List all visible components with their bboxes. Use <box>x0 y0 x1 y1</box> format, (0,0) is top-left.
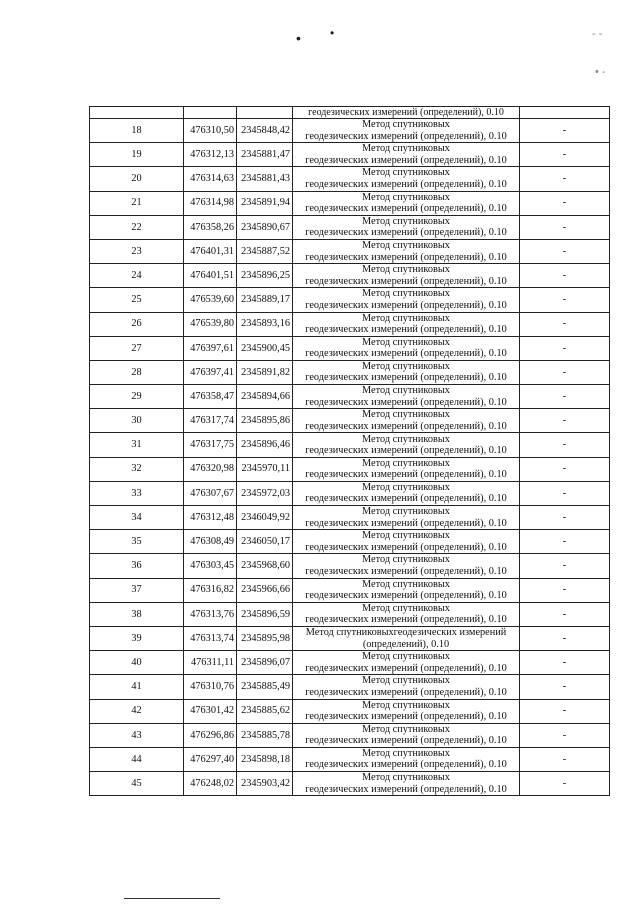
table-row <box>90 239 610 263</box>
method-cell <box>293 167 520 191</box>
method-line-1: Метод спутниковых <box>362 675 450 687</box>
extra-cell: - <box>520 167 610 191</box>
point-number-cell: 28 <box>90 360 184 384</box>
y-coordinate-cell <box>237 107 293 119</box>
point-number-cell <box>90 107 184 119</box>
footnote-separator <box>124 898 220 899</box>
table-row <box>90 433 610 457</box>
method-line-2: геодезических измерений (определений), 0.10 <box>305 396 507 408</box>
method-line-1: Метод спутниковых <box>362 457 450 469</box>
point-number-cell: 19 <box>90 143 184 167</box>
method-line-1: Метод спутниковых <box>362 699 450 711</box>
point-number-cell: 45 <box>90 772 184 796</box>
table-row <box>90 626 610 650</box>
y-coordinate-cell: 2346050,17 <box>237 530 293 554</box>
point-number-cell: 33 <box>90 481 184 505</box>
table-row <box>90 119 610 143</box>
y-coordinate-cell: 2345900,45 <box>237 336 293 360</box>
method-cell <box>293 772 520 796</box>
y-coordinate-cell: 2345881,47 <box>237 143 293 167</box>
extra-cell: - <box>520 239 610 263</box>
point-number-cell: 32 <box>90 457 184 481</box>
table-row <box>90 336 610 360</box>
method-line-2: геодезических измерений (определений), 0.10 <box>305 348 507 360</box>
x-coordinate-cell: 476313,76 <box>184 602 237 626</box>
table-row <box>90 191 610 215</box>
method-cell <box>293 651 520 675</box>
point-number-cell: 22 <box>90 215 184 239</box>
method-cell <box>293 385 520 409</box>
method-line-1: Метод спутниковых <box>362 530 450 542</box>
x-coordinate-cell: 476313,74 <box>184 626 237 650</box>
x-coordinate-cell: 476320,98 <box>184 457 237 481</box>
x-coordinate-cell: 476401,51 <box>184 264 237 288</box>
method-line-1: Метод спутниковых <box>362 191 450 203</box>
method-line-1: Метод спутниковых <box>362 747 450 759</box>
y-coordinate-cell: 2345881,43 <box>237 167 293 191</box>
x-coordinate-cell: 476358,47 <box>184 385 237 409</box>
extra-cell: - <box>520 215 610 239</box>
x-coordinate-cell: 476314,63 <box>184 167 237 191</box>
extra-cell: - <box>520 481 610 505</box>
y-coordinate-cell: 2345970,11 <box>237 457 293 481</box>
point-number-cell: 39 <box>90 626 184 650</box>
method-cell <box>293 409 520 433</box>
method-line-2: геодезических измерений (определений), 0.10 <box>305 227 507 239</box>
extra-cell: - <box>520 119 610 143</box>
method-line-2: геодезических измерений (определений), 0.10 <box>305 178 507 190</box>
x-coordinate-cell <box>184 107 237 119</box>
method-cell: геодезических измерений (определений), 0.10 <box>293 107 520 119</box>
method-cell <box>293 191 520 215</box>
x-coordinate-cell: 476301,42 <box>184 699 237 723</box>
scan-mark: • <box>330 26 335 40</box>
table-row <box>90 506 610 530</box>
y-coordinate-cell: 2345968,60 <box>237 554 293 578</box>
method-line-2: геодезических измерений (определений), 0.10 <box>305 614 507 626</box>
table-row <box>90 602 610 626</box>
method-cell <box>293 239 520 263</box>
table-row <box>90 457 610 481</box>
method-line-1: Метод спутниковых <box>362 481 450 493</box>
extra-cell: - <box>520 530 610 554</box>
y-coordinate-cell: 2345885,62 <box>237 699 293 723</box>
point-number-cell: 31 <box>90 433 184 457</box>
method-cell <box>293 312 520 336</box>
method-line-1: Метод спутниковых <box>362 409 450 421</box>
point-number-cell: 36 <box>90 554 184 578</box>
method-line-2: геодезических измерений (определений), 0.10 <box>305 299 507 311</box>
x-coordinate-cell: 476308,49 <box>184 530 237 554</box>
method-cell <box>293 215 520 239</box>
x-coordinate-cell: 476248,02 <box>184 772 237 796</box>
method-cell <box>293 360 520 384</box>
method-line-1: Метод спутниковых <box>362 336 450 348</box>
x-coordinate-cell: 476397,61 <box>184 336 237 360</box>
method-line-2: геодезических измерений (определений), 0.10 <box>305 493 507 505</box>
x-coordinate-cell: 476310,76 <box>184 675 237 699</box>
method-cell <box>293 143 520 167</box>
method-line-2: геодезических измерений (определений), 0.10 <box>305 251 507 263</box>
table-row <box>90 143 610 167</box>
x-coordinate-cell: 476314,98 <box>184 191 237 215</box>
point-number-cell: 41 <box>90 675 184 699</box>
method-line-1: Метод спутниковых <box>362 385 450 397</box>
y-coordinate-cell: 2345893,16 <box>237 312 293 336</box>
method-cell <box>293 457 520 481</box>
method-cell <box>293 336 520 360</box>
method-line-1: Метод спутниковыхгеодезических измерений <box>305 627 507 639</box>
x-coordinate-cell: 476317,75 <box>184 433 237 457</box>
y-coordinate-cell: 2345891,82 <box>237 360 293 384</box>
extra-cell: - <box>520 602 610 626</box>
method-line-2: геодезических измерений (определений), 0.10 <box>305 275 507 287</box>
extra-cell: - <box>520 457 610 481</box>
y-coordinate-cell: 2345887,52 <box>237 239 293 263</box>
x-coordinate-cell: 476316,82 <box>184 578 237 602</box>
scan-mark: • <box>296 30 301 46</box>
method-line-2: геодезических измерений (определений), 0.10 <box>305 324 507 336</box>
method-cell <box>293 554 520 578</box>
extra-cell: - <box>520 336 610 360</box>
y-coordinate-cell: 2345848,42 <box>237 119 293 143</box>
y-coordinate-cell: 2345894,66 <box>237 385 293 409</box>
x-coordinate-cell: 476311,11 <box>184 651 237 675</box>
method-line-2: геодезических измерений (определений), 0.10 <box>305 420 507 432</box>
x-coordinate-cell: 476296,86 <box>184 723 237 747</box>
extra-cell: - <box>520 747 610 771</box>
table-row <box>90 772 610 796</box>
table-row <box>90 481 610 505</box>
y-coordinate-cell: 2345896,46 <box>237 433 293 457</box>
point-number-cell: 27 <box>90 336 184 360</box>
extra-cell: - <box>520 288 610 312</box>
point-number-cell: 42 <box>90 699 184 723</box>
table-row <box>90 578 610 602</box>
method-cell <box>293 288 520 312</box>
coordinates-table-body <box>90 107 610 796</box>
table-row <box>90 167 610 191</box>
method-line-1: Метод спутниковых <box>362 288 450 300</box>
y-coordinate-cell: 2345889,17 <box>237 288 293 312</box>
method-cell <box>293 578 520 602</box>
method-line-1: Метод спутниковых <box>362 360 450 372</box>
y-coordinate-cell: 2345896,25 <box>237 264 293 288</box>
method-line-2: геодезических измерений (определений), 0.10 <box>305 759 507 771</box>
x-coordinate-cell: 476312,13 <box>184 143 237 167</box>
method-line-2: геодезических измерений (определений), 0.10 <box>305 203 507 215</box>
table-row <box>90 312 610 336</box>
x-coordinate-cell: 476317,74 <box>184 409 237 433</box>
method-line-2: геодезических измерений (определений), 0.10 <box>305 686 507 698</box>
table-row <box>90 699 610 723</box>
extra-cell: - <box>520 385 610 409</box>
method-line-2: геодезических измерений (определений), 0.10 <box>305 541 507 553</box>
point-number-cell: 18 <box>90 119 184 143</box>
method-cell <box>293 433 520 457</box>
method-line-1: Метод спутниковых <box>362 240 450 252</box>
method-line-1: Метод спутниковых <box>362 143 450 155</box>
method-cell <box>293 481 520 505</box>
method-line-2: геодезических измерений (определений), 0.10 <box>305 662 507 674</box>
x-coordinate-cell: 476310,50 <box>184 119 237 143</box>
method-line-1: Метод спутниковых <box>362 215 450 227</box>
table-row <box>90 385 610 409</box>
method-cell <box>293 264 520 288</box>
extra-cell: - <box>520 409 610 433</box>
method-line-1: Метод спутниковых <box>362 651 450 663</box>
table-row <box>90 651 610 675</box>
x-coordinate-cell: 476307,67 <box>184 481 237 505</box>
extra-cell: - <box>520 772 610 796</box>
x-coordinate-cell: 476303,45 <box>184 554 237 578</box>
point-number-cell: 43 <box>90 723 184 747</box>
extra-cell: - <box>520 554 610 578</box>
extra-cell: - <box>520 723 610 747</box>
table-row <box>90 360 610 384</box>
scan-mark: • - <box>595 66 606 78</box>
method-line-1: Метод спутниковых <box>362 264 450 276</box>
y-coordinate-cell: 2345885,49 <box>237 675 293 699</box>
point-number-cell: 25 <box>90 288 184 312</box>
method-line-1: Метод спутниковых <box>362 602 450 614</box>
method-cell <box>293 675 520 699</box>
method-cell <box>293 530 520 554</box>
y-coordinate-cell: 2345903,42 <box>237 772 293 796</box>
method-line-2: геодезических измерений (определений), 0.10 <box>305 445 507 457</box>
table-row <box>90 723 610 747</box>
extra-cell: - <box>520 651 610 675</box>
point-number-cell: 38 <box>90 602 184 626</box>
table-row <box>90 675 610 699</box>
point-number-cell: 24 <box>90 264 184 288</box>
table-row <box>90 747 610 771</box>
point-number-cell: 44 <box>90 747 184 771</box>
method-line-1: Метод спутниковых <box>362 312 450 324</box>
table-row <box>90 530 610 554</box>
y-coordinate-cell: 2345890,67 <box>237 215 293 239</box>
point-number-cell: 23 <box>90 239 184 263</box>
method-cell <box>293 699 520 723</box>
method-line-2: геодезических измерений (определений), 0.10 <box>305 372 507 384</box>
table-row-continued <box>90 107 610 119</box>
method-line-1: Метод спутниковых <box>362 119 450 131</box>
method-line-1: Метод спутниковых <box>362 433 450 445</box>
x-coordinate-cell: 476539,80 <box>184 312 237 336</box>
y-coordinate-cell: 2345896,07 <box>237 651 293 675</box>
method-line-1: Метод спутниковых <box>362 167 450 179</box>
method-line-2: геодезических измерений (определений), 0.10 <box>305 517 507 529</box>
extra-cell: - <box>520 626 610 650</box>
method-line-1: Метод спутниковых <box>362 554 450 566</box>
x-coordinate-cell: 476297,40 <box>184 747 237 771</box>
table-row <box>90 409 610 433</box>
method-cell <box>293 626 520 650</box>
method-cell <box>293 119 520 143</box>
extra-cell: - <box>520 143 610 167</box>
point-number-cell: 37 <box>90 578 184 602</box>
method-line-2: геодезических измерений (определений), 0.10 <box>305 154 507 166</box>
extra-cell: - <box>520 433 610 457</box>
y-coordinate-cell: 2345895,86 <box>237 409 293 433</box>
x-coordinate-cell: 476401,31 <box>184 239 237 263</box>
method-line-2: геодезических измерений (определений), 0.10 <box>305 130 507 142</box>
method-line-1: Метод спутниковых <box>362 723 450 735</box>
table-row <box>90 288 610 312</box>
table-row <box>90 215 610 239</box>
y-coordinate-cell: 2345895,98 <box>237 626 293 650</box>
x-coordinate-cell: 476312,48 <box>184 506 237 530</box>
y-coordinate-cell: 2345885,78 <box>237 723 293 747</box>
extra-cell: - <box>520 312 610 336</box>
extra-cell: - <box>520 506 610 530</box>
x-coordinate-cell: 476539,60 <box>184 288 237 312</box>
method-line-2: геодезических измерений (определений), 0.10 <box>305 469 507 481</box>
extra-cell: - <box>520 360 610 384</box>
extra-cell <box>520 107 610 119</box>
method-line-2: геодезических измерений (определений), 0.10 <box>305 783 507 795</box>
y-coordinate-cell: 2346049,92 <box>237 506 293 530</box>
method-line-2: геодезических измерений (определений), 0.10 <box>305 735 507 747</box>
extra-cell: - <box>520 699 610 723</box>
method-cell <box>293 506 520 530</box>
point-number-cell: 21 <box>90 191 184 215</box>
extra-cell: - <box>520 191 610 215</box>
method-line-2: геодезических измерений (определений), 0.10 <box>305 711 507 723</box>
coordinates-table <box>89 106 610 796</box>
point-number-cell: 20 <box>90 167 184 191</box>
point-number-cell: 35 <box>90 530 184 554</box>
point-number-cell: 29 <box>90 385 184 409</box>
y-coordinate-cell: 2345898,18 <box>237 747 293 771</box>
method-line-2: геодезических измерений (определений), 0.10 <box>305 590 507 602</box>
method-line-2: геодезических измерений (определений), 0.10 <box>305 565 507 577</box>
table-row <box>90 264 610 288</box>
extra-cell: - <box>520 578 610 602</box>
x-coordinate-cell: 476397,41 <box>184 360 237 384</box>
method-line-1: Метод спутниковых <box>362 772 450 784</box>
y-coordinate-cell: 2345972,03 <box>237 481 293 505</box>
y-coordinate-cell: 2345966,66 <box>237 578 293 602</box>
method-line-1: Метод спутниковых <box>362 578 450 590</box>
x-coordinate-cell: 476358,26 <box>184 215 237 239</box>
method-cell <box>293 723 520 747</box>
method-cell <box>293 747 520 771</box>
point-number-cell: 30 <box>90 409 184 433</box>
method-line-1: Метод спутниковых <box>362 506 450 518</box>
point-number-cell: 40 <box>90 651 184 675</box>
extra-cell: - <box>520 264 610 288</box>
table-row <box>90 554 610 578</box>
method-line-2: (определений), 0.10 <box>362 638 450 650</box>
method-cell <box>293 602 520 626</box>
y-coordinate-cell: 2345891,94 <box>237 191 293 215</box>
point-number-cell: 34 <box>90 506 184 530</box>
point-number-cell: 26 <box>90 312 184 336</box>
y-coordinate-cell: 2345896,59 <box>237 602 293 626</box>
extra-cell: - <box>520 675 610 699</box>
scan-mark: - - <box>592 28 603 40</box>
